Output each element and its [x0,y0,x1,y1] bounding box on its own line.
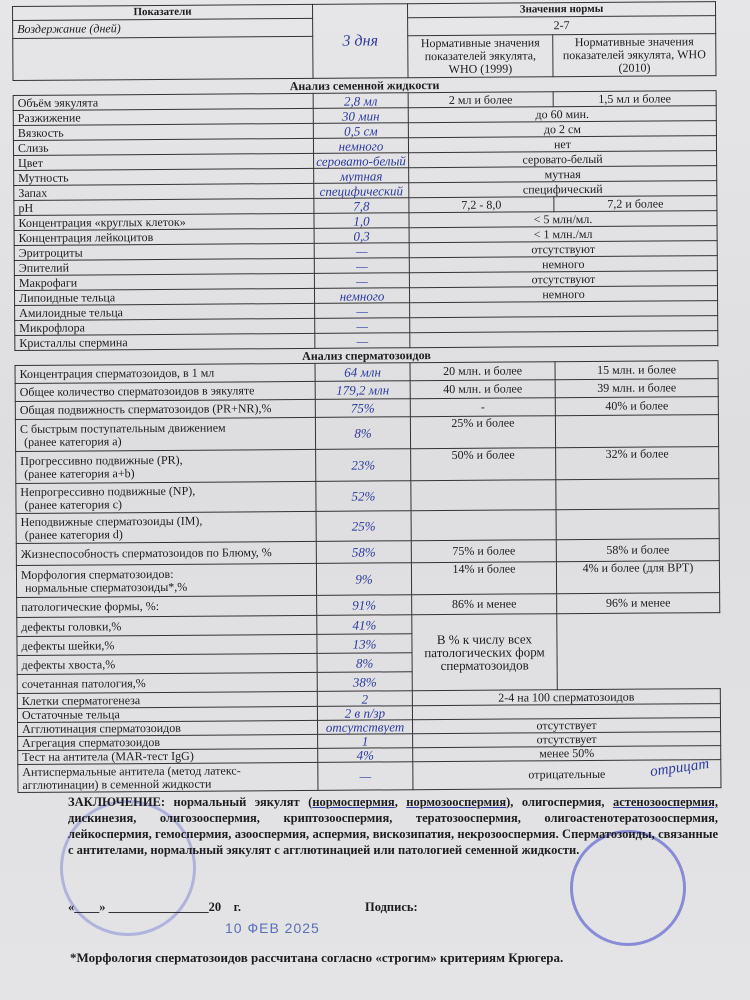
conclusion-part: нормальный эякулят ( [165,795,313,809]
label-subtext: (ранее категория с) [24,496,123,512]
date-stamp: 10 ФЕВ 2025 [225,920,320,936]
result-value: 58% [316,541,411,564]
abstinence-label: Воздержание (дней) [13,18,313,38]
row-label [16,563,316,597]
result-value: 91% [317,595,412,616]
result-value: 52% [316,481,411,512]
label-text: дефекты головки,% [21,618,122,634]
norm-value: отрицательные [413,760,721,790]
label-text: Запах [18,185,48,200]
table-row [16,509,719,544]
result-value: 9% [316,563,411,596]
conclusion-label: ЗАКЛЮЧЕНИЕ: [68,795,166,809]
table-row [17,651,720,675]
table-row [16,561,719,598]
result-value: 2,8 мл [313,93,408,109]
norm-value: до 2 см [408,121,716,138]
result-value: немного [314,288,409,304]
norm-value: серовато-белый [409,151,717,168]
label-text: Объём эякулята [17,94,99,110]
label-text: Эритроциты [18,245,83,260]
result-value: — [315,303,410,319]
label-text: дефекты хвоста,% [21,656,116,672]
norm-who-2010 [555,415,718,448]
table-row [16,447,719,484]
result-value: мутная [314,168,409,184]
row-label [15,381,315,401]
norm-value: немного [409,286,717,303]
label-text: Липоидные тельца [18,289,116,305]
label-text: сочетанная патология,% [21,675,146,691]
result-value: 23% [316,449,411,482]
signature-label: Подпись: [365,900,418,914]
label-text: Остаточные тельца [21,707,120,722]
norm-value: немного [409,256,717,273]
norm-who-1999: 25% и более [410,416,555,449]
norm-who-1999: 20 млн. и более [410,362,555,381]
norm-who-1999: 7,2 - 8,0 [409,197,554,213]
label-text: Антиспермальные антитела (метод латекс-агглютинации) в семенной жидкости [22,762,241,792]
label-text: С быстрым поступательным движением [19,420,226,436]
label-text: Концентрация лейкоцитов [18,229,154,245]
norm-value: нет [408,136,716,153]
norm-who-2010: 1,5 мл и более [553,91,716,107]
label-text: Общее количество сперматозоидов в эякуляте [19,383,255,399]
norm-who-2010: 58% и более [556,539,719,562]
norm-who-2010 [556,509,719,540]
conclusion-part: ), олигоспермия, [506,795,613,809]
label-text: патологические формы, %: [21,598,160,614]
row-label [17,672,317,693]
norm-who-2010 [556,479,719,510]
norm-who-2010: 32% и более [556,447,719,480]
label-text: Клетки сперматогенеза [21,692,141,708]
result-value: 2 [317,691,412,707]
result-value: 25% [316,511,411,542]
results-table [12,1,721,793]
norm-who-2010: 39 млн. и более [555,379,718,398]
label-text: Неподвижные сперматозоиды (IM), [20,513,203,529]
label-text: Жизнеспособность сперматозоидов по Блюму, % [20,545,272,561]
section-title-sperm: Анализ сперматозоидов [15,346,718,366]
row-label [16,481,316,513]
conclusion-part: дискинезия, олигозооспермия, криптозооспермия, тератозооспермия, олигоастенотератозооспермия, лейкоспермия, гемоспермия, азооспермия, аспермия, вискозипатия, некрозооспермия. Сперматозоиды, связанные с антителами, нормальный эякулят с агглютинацией или патологией семенной жидкости. [68,811,718,857]
norm-who-1999: 40 млн. и более [410,380,555,399]
norm-value: < 5 млн/мл. [409,211,717,228]
norm-who-2010: 7,2 и более [554,196,717,212]
norm-value: специфический [409,181,717,198]
row-label [17,615,317,636]
result-value: 8% [315,417,410,450]
norm-who-1999: 75% и более [411,540,556,563]
label-text: Кристаллы спермина [19,334,128,350]
label-subtext: (ранее категория d) [24,526,123,542]
label-text: Слизь [17,140,49,155]
result-value: серовато-белый [314,153,409,169]
result-value: 38% [317,672,412,692]
label-subtext: (ранее категория a+b) [24,465,135,481]
row-label [18,762,318,792]
label-text: Непрогрессивно подвижные (NP), [20,483,196,499]
label-text: Макрофаги [18,275,78,290]
label-text: Общая подвижность сперматозоидов (PR+NR),% [19,401,272,417]
result-value: — [314,243,409,259]
result-value: 8% [317,653,412,673]
abstinence-value: 3 дня [312,4,408,79]
label-text: Агрегация сперматозоидов [22,734,161,750]
result-value: — [318,762,413,791]
result-value: 13% [317,634,412,654]
result-value: 1 [318,734,413,749]
result-value: 7,8 [314,198,409,214]
norm-who-1999: 86% и менее [412,594,557,615]
label-text: Микрофлора [19,319,86,335]
label-text: Разжижение [17,110,81,125]
table-row [18,760,721,793]
row-label [17,595,317,617]
analysis-form [12,1,721,793]
label-text: Эпителий [18,260,70,275]
table-row [17,613,720,637]
label-text: Амилоидные тельца [19,304,123,320]
norm-who-1999: - [410,398,555,417]
result-value: — [314,258,409,274]
result-value: — [315,333,410,349]
label-text: Концентрация «круглых клеток» [18,214,186,230]
norm-value: 2-4 на 100 сперматозоидов [412,689,720,706]
conclusion-part: , [394,795,407,809]
row-label [17,634,317,655]
norm-value: отсутствует [412,718,720,734]
result-value: 64 млн [315,363,410,382]
norm-who-2010: 96% и менее [557,593,720,614]
underlined-term: нормоспермия [312,795,395,809]
underlined-term: астенозооспермия, [612,795,718,809]
result-value: 30 мин [313,108,408,124]
norm-value: отсутствуют [409,241,717,258]
result-value: 75% [315,399,410,418]
norm-value: отсутствует [413,732,721,748]
norm-value: менее 50% [413,746,721,762]
row-label [16,541,316,565]
label-subtext: (ранее категория а) [23,433,122,449]
label-text: Морфология сперматозоидов: [20,566,174,582]
label-text: pH [18,200,34,215]
result-value: 0,5 см [313,123,408,139]
date-line: «____» ________________20 г. [68,900,242,914]
label-text: Мутность [18,170,69,185]
label-text: Цвет [18,155,43,170]
result-value: 0,3 [314,228,409,244]
who-1999-header: Нормативные значения показателей эякулята, WHO (1999) [408,35,553,78]
norm-who-2010: 15 млн. и более [555,361,718,380]
norm-who-1999: 50% и более [411,448,556,481]
table-row [17,632,720,656]
row-label [15,363,315,383]
norm-who-1999 [411,480,556,511]
norm-who-1999: 2 мл и более [408,92,553,108]
norm-value: до 60 мин. [408,106,716,123]
footnote: *Морфология сперматозоидов рассчитана согласно «строгим» критериям Крюгера. [70,950,564,965]
row-label [17,653,317,674]
label-text: дефекты шейки,% [21,637,115,653]
row-label [16,449,316,483]
norm-who-2010: 40% и более [555,397,718,416]
label-text: Вязкость [17,125,64,140]
result-value: 179,2 млн [315,381,410,400]
label-text: Тест на антитела (MAR-тест IgG) [22,748,194,764]
row-label [16,511,316,543]
norm-who-2010: 4% и более (для ВРТ) [556,561,719,594]
result-value: — [314,273,409,289]
table-row [16,479,719,514]
norm-who-1999 [411,510,556,541]
indicators-header: Показатели [13,4,313,20]
conclusion-text [68,794,718,858]
norm-value: отсутствуют [409,271,717,288]
abstinence-norm: 2-7 [408,16,716,36]
blank-cell [13,36,313,80]
who-2010-header: Нормативные значения показателей эякулята, WHO (2010) [553,34,716,77]
result-value: — [315,318,410,334]
label-text: Агглютинация сперматозоидов [21,720,181,736]
result-value: 41% [317,615,412,635]
row-label [15,399,315,419]
result-value: специфический [314,183,409,199]
handwritten-margin-note: отрицат [649,755,711,781]
result-value: 1,0 [314,213,409,229]
result-value: 2 в п/зр [317,706,412,721]
label-text: Концентрация сперматозоидов, в 1 мл [19,365,215,381]
result-value: 4% [318,748,413,763]
result-value: немного [313,138,408,154]
norm-note: В % к числу всех патологических форм сперматозоидов [412,614,558,691]
label-subtext: нормальные сперматозоиды*,% [25,579,188,595]
table-row [17,593,720,618]
norm-who-1999: 14% и более [411,562,556,595]
row-label [15,417,315,451]
underlined-term: нормозооспермия [406,795,507,809]
section-title-seminal-fluid: Анализ семенной жидкости [13,76,716,96]
norm-value: мутная [409,166,717,183]
result-value: отсутствует [317,720,412,735]
norms-header: Значения нормы [407,2,715,18]
label-text: Прогрессивно подвижные (PR), [20,452,183,468]
norm-value: < 1 млн./мл [409,226,717,243]
